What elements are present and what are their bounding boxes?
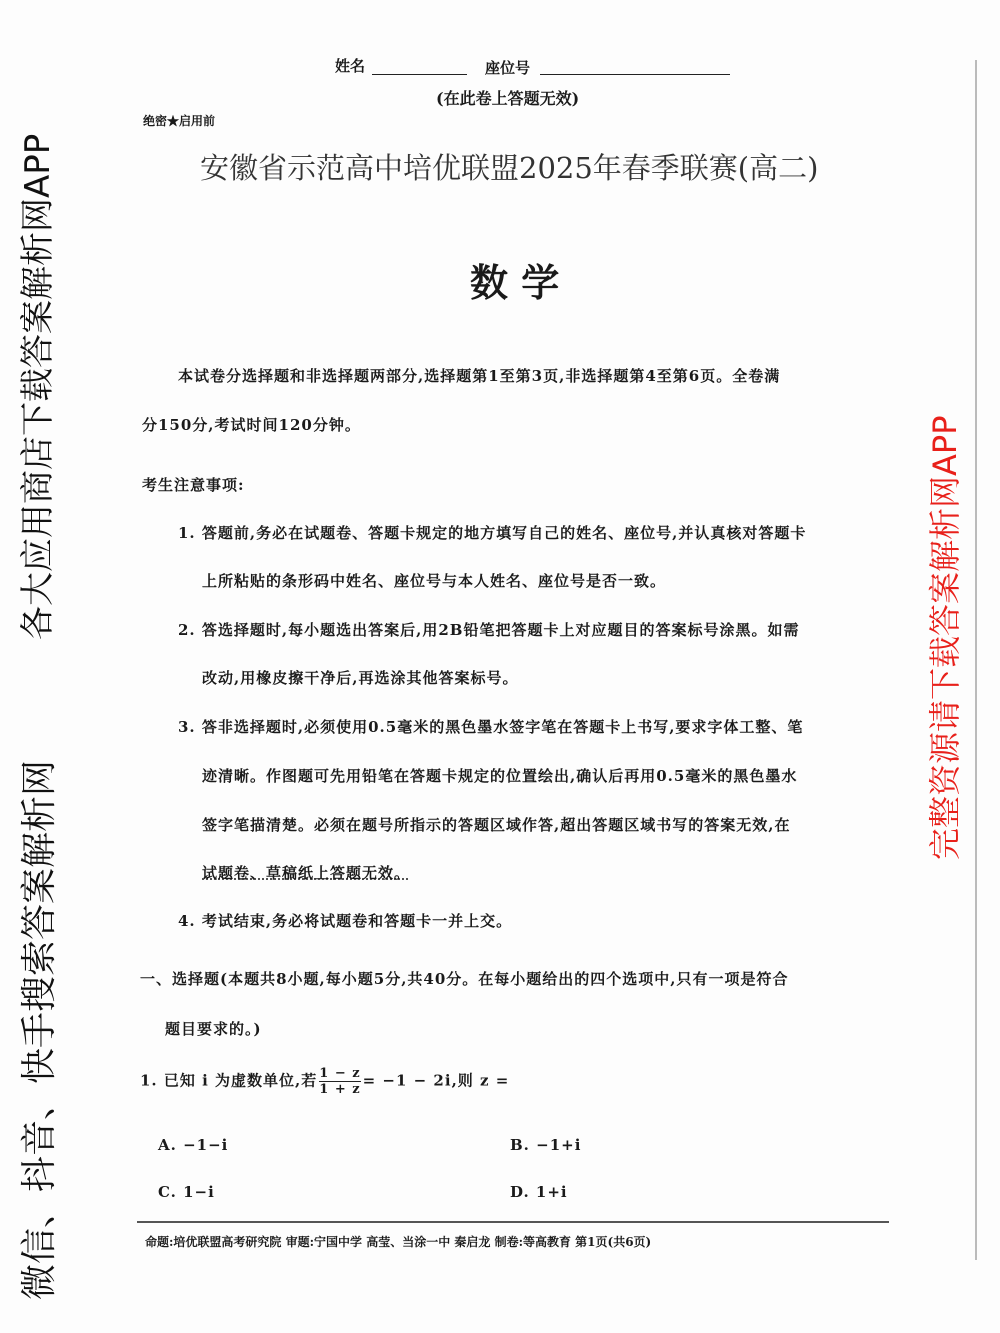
note-line: 3. 答非选择题时,必须使用0.5毫米的黑色墨水签字笔在答题卡上书写,要求字体工整、笔 xyxy=(178,718,804,736)
intro-line-1: 本试卷分选择题和非选择题两部分,选择题第1至第3页,非选择题第4至第6页。全卷满 xyxy=(178,367,781,385)
footer-divider xyxy=(137,1221,889,1223)
secret-label: 绝密★启用前 xyxy=(143,114,216,128)
seat-label: 座位号 xyxy=(485,59,531,77)
note-line: 签字笔描清楚。必须在题号所指示的答题区域作答,超出答题区域书写的答案无效,在 xyxy=(202,816,791,834)
q1-numerator: 1 − z xyxy=(319,1066,361,1081)
note-line: 迹清晰。作图题可先用铅笔在答题卡规定的位置绘出,确认后再用0.5毫米的黑色墨水 xyxy=(202,767,798,785)
question-1 xyxy=(140,1066,509,1097)
notes-heading: 考生注意事项: xyxy=(142,476,245,494)
q1-option-d: D. 1+i xyxy=(510,1183,568,1201)
page-edge xyxy=(975,60,977,1260)
note-line: 改动,用橡皮擦干净后,再选涂其他答案标号。 xyxy=(202,669,519,687)
intro-line-2: 分150分,考试时间120分钟。 xyxy=(142,416,361,434)
name-label: 姓名 xyxy=(335,57,366,75)
name-blank xyxy=(372,60,467,75)
note-line: 上所粘贴的条形码中姓名、座位号与本人姓名、座位号是否一致。 xyxy=(202,572,667,590)
q1-fraction xyxy=(319,1066,360,1097)
q1-option-b: B. −1+i xyxy=(510,1136,582,1154)
q1-denominator: 1 + z xyxy=(319,1082,361,1097)
note-line: 1. 答题前,务必在试题卷、答题卡规定的地方填写自己的姓名、座位号,并认真核对答题卡 xyxy=(178,524,807,542)
q1-option-c: C. 1−i xyxy=(158,1183,215,1201)
seat-blank xyxy=(540,60,730,75)
exam-title: 安徽省示范高中培优联盟2025年春季联赛(高二) xyxy=(200,151,819,185)
section-1-heading: 一、选择题(本题共8小题,每小题5分,共40分。在每小题给出的四个选项中,只有一项是符合 xyxy=(140,970,789,988)
note-line: 试题卷、草稿纸上答题无效。 xyxy=(202,864,411,882)
note-line: 4. 考试结束,务必将试题卷和答题卡一并上交。 xyxy=(178,912,513,930)
section-1-heading-cont: 题目要求的。) xyxy=(165,1020,262,1038)
footer-text: 命题:培优联盟高考研究院 审题:宁国中学 高莹、当涂一中 秦启龙 制卷:等高教育 第1页(共6页) xyxy=(145,1235,652,1249)
invalid-note: (在此卷上答题无效) xyxy=(436,89,580,108)
q1-option-a: A. −1−i xyxy=(158,1136,229,1154)
q1-suffix: = −1 − 2i,则 z = xyxy=(362,1071,510,1090)
note-line: 2. 答选择题时,每小题选出答案后,用2B铅笔把答题卡上对应题目的答案标号涂黑。如需 xyxy=(178,621,800,639)
q1-prefix: 1. 已知 i 为虚数单位,若 xyxy=(140,1071,318,1090)
watermark-bottom-right: 微信、抖音、快手搜索答案解析网 xyxy=(19,759,60,1300)
subject-title: 数 学 xyxy=(470,260,560,305)
watermark-top-left: 各大应用商店下载答案解析网APP xyxy=(18,133,58,640)
watermark-center: 完整资源请下载答案解析网APP xyxy=(926,415,964,860)
